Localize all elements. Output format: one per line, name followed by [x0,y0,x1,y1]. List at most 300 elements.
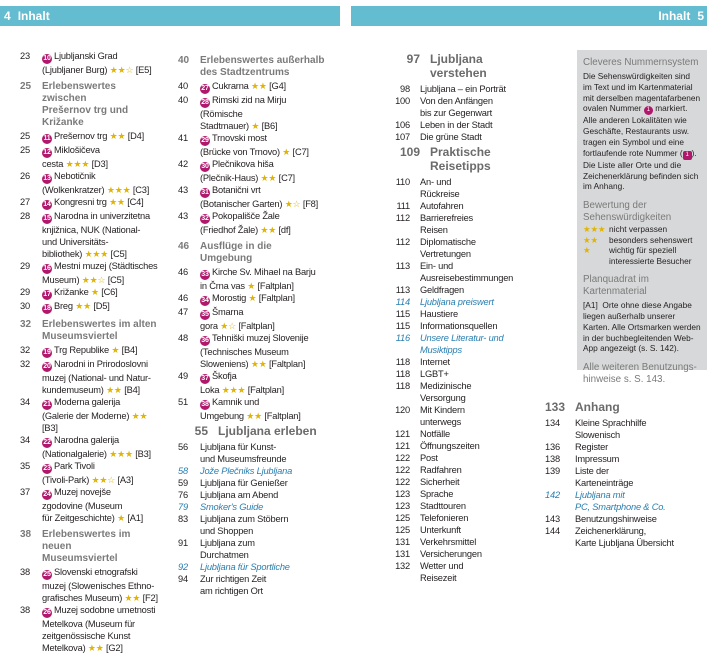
section-heading[interactable] [178,241,328,265]
rating-stars: ★★ [131,411,148,421]
page-number: 111 [396,201,410,211]
page-number: 48 [178,333,188,343]
rating-stars: ★★ [106,385,122,395]
page-number: 98 [400,84,410,94]
entry-title: 35 Šmarna gora ★☆ [Faltplan] [200,307,275,331]
entry-title: 17 Križanke ★ [C6] [43,287,118,298]
page-number: 38 [20,605,30,615]
page-number: 43 [178,211,188,221]
toc-entry[interactable] [20,210,160,260]
page-number: 144 [545,526,560,536]
chapter-heading[interactable] [390,145,520,173]
rating-stars: ★★ [124,593,141,603]
page-number: 125 [395,525,410,535]
page-number: 115 [395,309,410,319]
rating-stars: ★★ [250,359,267,369]
info-text-part-2: markiert. Alle anderen Lokalitäten wie Geschäfte, Restaurants usw. tragen ein Symbol und eine fortlaufende rote Nummer [583,103,690,158]
rating-stars: ★★★ [221,385,246,395]
rating-stars: ★★★ [109,449,133,459]
location-marker-icon: 1 [683,151,692,160]
page-number: 121 [395,441,410,451]
toc-entry[interactable] [20,50,160,76]
sight-number-badge: 29 [201,137,209,144]
page-number: 38 [20,567,30,577]
toc-entry[interactable] [545,513,705,525]
page-number: 132 [395,561,410,571]
page-number: 118 [395,369,410,379]
toc-entry[interactable] [390,476,520,488]
grid-title: Planquadrat im Kartenmaterial [583,274,649,298]
entry-title: Verkehrsmittel [420,537,477,547]
page-number: 83 [178,514,188,524]
rating-stars: ★ [90,287,99,297]
toc-entry[interactable] [390,320,520,332]
rating-stars: ★ [282,147,291,157]
page-number: 41 [178,133,188,143]
toc-entry[interactable] [390,452,520,464]
page-number: 113 [395,285,410,295]
chapter-title: Praktische Reisetipps [430,145,491,173]
rating-stars: ★★ [260,173,277,183]
entry-title: Unsere Literatur- und Musiktipps [420,333,504,355]
entry-title: Ljubljana zum Stöbern und Shoppen [200,514,289,536]
page-number: 35 [20,461,30,471]
chapter-heading[interactable] [178,424,328,438]
entry-title: Diplomatische Vertretungen [420,237,476,259]
page-number: 25 [20,81,32,92]
sight-number-badge: 34 [201,297,209,304]
page-number-right: 5 [694,9,707,23]
entry-title: Medizinische Versorgung [420,381,472,403]
page-number: 42 [178,159,188,169]
page-number: 114 [395,297,410,307]
entry-title: Kleine Sprachhilfe Slowenisch [575,418,647,440]
entry-title: 36 Tehniški muzej Slovenije (Technisches Museum Sloweniens) ★★ [Faltplan] [200,333,309,369]
sight-number-badge: 37 [201,375,209,382]
toc-entry[interactable] [178,158,328,184]
entry-title: Mit Kindern unterwegs [420,405,465,427]
page-number: 46 [178,267,188,277]
rating-stars: ★★ [246,411,263,421]
toc-entry[interactable] [390,524,520,536]
toc-entry[interactable] [178,561,328,573]
toc-entry[interactable] [390,428,520,440]
entry-title: Ein- und Ausreisebestimmungen [420,261,514,283]
toc-entry[interactable] [178,370,328,396]
toc-entry[interactable] [20,196,160,210]
entry-title: Ljubljana zum Durchatmen [200,538,255,560]
rating-stars: ★★ [251,81,267,91]
page-number: 32 [20,359,30,369]
entry-title: 26 Muzej sodobne umetnosti Metelkova (Museum für zeitgenössische Kunst Metelkova) ★★ [G2] [42,605,156,653]
toc-entry[interactable] [390,440,520,452]
rating-stars: ★ [247,281,256,291]
legend-text: besonders sehenswert [609,234,693,245]
rating-stars: ★★★ [84,249,109,259]
page-number: 32 [20,319,32,330]
page-number: 59 [178,478,188,488]
page-number: 23 [20,51,30,61]
toc-entry[interactable] [390,368,520,380]
toc-entry[interactable] [178,501,328,513]
toc-entry[interactable] [390,260,520,284]
info-text-part-3: . Die Liste aller Orte und die Zeichenerklärung befinden sich im Anhang. [583,147,699,192]
rating-stars: ★★ [109,197,125,207]
page-number: 122 [395,465,410,475]
page-number: 25 [20,145,30,155]
page-number-left: 4 [1,9,14,23]
toc-entry[interactable] [390,176,520,200]
toc-entry[interactable] [178,306,328,332]
page-number: 25 [20,131,30,141]
numbering-info-box [577,50,707,386]
sight-number-badge: 38 [201,401,209,408]
rating-stars: ★☆ [284,199,301,209]
toc-entry[interactable] [545,417,705,441]
entry-title: Unterkunft [420,525,461,535]
toc-entry[interactable] [20,130,160,144]
rating-stars: ★ [248,293,257,303]
page-number: 34 [20,397,30,407]
toc-entry[interactable] [390,560,520,584]
section-heading[interactable] [178,55,328,79]
page-number: 131 [395,537,410,547]
toc-entry[interactable] [390,95,520,119]
entry-title: 14 Kongresni trg ★★ [C4] [43,197,144,208]
entry-title: Autofahren [420,201,464,211]
page-number: 49 [178,371,188,381]
entry-title: Register [575,442,609,452]
page-number: 107 [395,132,410,142]
section-title: Ausflüge in die Umgebung [200,241,272,264]
entry-title: 21 Moderna galerija (Galerie der Moderne) ★★ [B3] [42,397,148,433]
entry-title: Liste der Karteneinträge [575,466,634,488]
toc-entry[interactable] [178,441,328,465]
page-number: 29 [20,287,30,297]
toc-entry[interactable] [20,144,160,170]
toc-entry[interactable] [178,573,328,597]
toc-entry[interactable] [178,210,328,236]
entry-title: 15 Narodna in univerzitetna knjižnica, NUK (National- und Universitäts- bibliothek) ★★★ [C5] [42,211,150,259]
sight-number-badge: 28 [201,99,209,106]
toc-entry[interactable] [390,119,520,131]
page-number: 142 [545,490,560,500]
toc-entry[interactable] [178,465,328,477]
toc-entry[interactable] [545,453,705,465]
toc-entry[interactable] [390,131,520,143]
entry-title: 30 Plečnikova hiša (Plečnik-Haus) ★★ [C7] [200,159,295,183]
page-number: 122 [395,453,410,463]
rating-stars: ★★ [260,225,277,235]
sight-number-badge: 19 [43,349,51,356]
legend-text: nicht verpassen [609,224,668,235]
sight-number-badge: 24 [43,491,51,498]
sight-number-badge: 16 [43,265,51,272]
toc-entry[interactable] [20,396,160,434]
toc-entry[interactable] [390,536,520,548]
rating-stars: ★★★ [106,185,131,195]
section-heading[interactable] [20,81,160,129]
toc-entry[interactable] [545,525,705,549]
page-number: 136 [545,442,560,452]
toc-entry[interactable] [390,500,520,512]
rating-stars: ★★☆ [81,275,106,285]
page-number: 51 [178,397,188,407]
page-number: 55 [194,424,208,438]
page-number: 113 [395,261,410,271]
info-box-title: Cleveres Nummernsystem [583,57,699,68]
toc-entry[interactable] [178,94,328,132]
toc-entry[interactable] [390,488,520,500]
entry-title: Ljubljana mit PC, Smartphone & Co. [575,490,666,512]
toc-entry[interactable] [20,300,160,314]
section-heading[interactable] [20,529,160,565]
annex-section [545,398,705,549]
header-title-right: Inhalt [654,9,694,23]
entry-title: Ljubljana am Abend [200,490,279,500]
entry-title: 31 Botanični vrt (Botanischer Garten) ★☆ [F8] [200,185,319,209]
entry-title: Radfahren [420,465,462,475]
entry-title: 19 Trg Republike ★ [B4] [43,345,138,356]
sight-number-badge: 27 [201,85,209,92]
page-number: 123 [395,501,410,511]
entry-title: Versicherungen [420,549,482,559]
entry-title: Ljubljana für Sportliche [200,562,290,572]
page-number: 37 [20,487,30,497]
section-heading[interactable] [20,319,160,343]
page-number: 46 [178,241,190,252]
sight-number-badge: 30 [201,163,209,170]
entry-title: Post [420,453,438,463]
toc-entry[interactable] [390,296,520,308]
entry-title: Telefonieren [420,513,469,523]
more-hints: Alle weiteren Benutzungs- hinweise s. S. 143. [583,362,697,386]
toc-entry[interactable] [178,537,328,561]
toc-entry[interactable] [178,332,328,370]
entry-title: Informationsquellen [420,321,498,331]
toc-entry[interactable] [390,308,520,320]
legend-row [583,245,701,266]
page-number: 112 [395,213,410,223]
page-number: 143 [545,514,560,524]
sight-marker-icon: 1 [644,106,653,115]
page-number: 122 [395,477,410,487]
entry-title: 12 Miklošičeva cesta ★★★ [D3] [42,145,108,169]
toc-entry[interactable] [20,434,160,460]
toc-entry[interactable] [390,404,520,428]
entry-title: Ljubljana für Kunst- und Museumsfreunde [200,442,287,464]
entry-title: Die grüne Stadt [420,132,482,142]
toc-entry[interactable] [390,212,520,236]
entry-title: Sicherheit [420,477,460,487]
page-number: 32 [20,345,30,355]
page-number: 27 [20,197,30,207]
entry-title: Stadttouren [420,501,466,511]
toc-entry[interactable] [545,489,705,513]
page-number: 76 [178,490,188,500]
sight-number-badge: 36 [201,337,209,344]
rating-stars: ★☆ [220,321,236,331]
page-number: 112 [395,237,410,247]
legend-stars: ★★ [583,234,598,245]
entry-title: Benutzungshinweise [575,514,657,524]
entry-title: An- und Rückreise [420,177,460,199]
page-number: 131 [395,549,410,559]
header-title-left: Inhalt [14,9,54,23]
toc-entry[interactable] [20,460,160,486]
entry-title: Smoker's Guide [200,502,264,512]
sight-number-badge: 21 [43,401,51,408]
entry-title: 16 Mestni muzej (Städtisches Museum) ★★☆ [C5] [42,261,158,285]
toc-entry[interactable] [390,236,520,260]
toc-entry[interactable] [390,380,520,404]
entry-title: Öffnungszeiten [420,441,480,451]
sight-number-badge: 26 [43,609,51,616]
sight-number-badge: 18 [43,305,51,312]
page-number: 46 [178,293,188,303]
sight-number-badge: 32 [201,215,209,222]
toc-entry[interactable] [20,260,160,286]
rating-stars: ★ [117,513,125,523]
sight-number-badge: 25 [43,571,51,578]
toc-column-3 [390,50,520,584]
toc-entry[interactable] [20,604,160,654]
toc-entry[interactable] [20,358,160,396]
page-number: 125 [395,513,410,523]
entry-title: Ljubljana – ein Porträt [420,84,506,94]
grid-code: [A1] [583,300,598,311]
page-number: 138 [545,454,560,464]
toc-entry[interactable] [20,170,160,196]
page-number: 100 [395,96,410,106]
page-number: 43 [178,185,188,195]
entry-title: 11 Prešernov trg ★★ [D4] [43,131,144,142]
chapter-title: Ljubljana verstehen [430,52,487,80]
entry-title: 25 Slovenski etnografski muzej (Slowenisches Ethno- grafisches Museum) ★★ [F2] [42,567,158,603]
grid-text [583,300,701,354]
toc-entry[interactable] [20,566,160,604]
legend-row [583,224,701,235]
sight-number-badge: 11 [43,135,51,142]
entry-title: 34 Morostig ★ [Faltplan] [201,293,295,304]
section-title: Erlebenswertes außerhalb des Stadtzentrums [200,55,325,78]
rating-stars: ★★ [109,131,126,141]
page-number: 40 [178,55,190,66]
page-number: 116 [395,333,410,343]
entry-title: 37 Škofja Loka ★★★ [Faltplan] [200,371,284,395]
sight-number-badge: 35 [201,311,209,318]
legend-stars: ★ [583,245,591,256]
toc-column-1 [20,50,160,654]
page-number: 91 [178,538,188,548]
toc-entry[interactable] [20,286,160,300]
rating-stars: ★★☆ [109,65,134,75]
page-number: 40 [178,95,188,105]
entry-title: 22 Narodna galerija (Nationalgalerie) ★★★ [B3] [42,435,151,459]
rating-stars: ★★☆ [91,475,116,485]
toc-entry[interactable] [178,132,328,158]
toc-entry[interactable] [390,83,520,95]
page-number: 134 [545,418,560,428]
toc-entry[interactable] [390,356,520,368]
toc-column-2 [178,50,328,597]
sight-number-badge: 20 [43,363,51,370]
page-number: 115 [395,321,410,331]
rating-legend [583,224,701,266]
chapter-heading[interactable] [390,52,520,80]
page-number: 121 [395,429,410,439]
rating-title: Bewertung der Sehenswürdigkeiten [583,200,672,224]
toc-entry[interactable] [545,465,705,489]
page-number: 34 [20,435,30,445]
info-text-part-1: Die Sehenswürdigkeiten sind im Text und im Kartenmaterial mit derselben magentafarbenen ovalen Nummer [583,71,701,114]
toc-entry[interactable] [178,396,328,422]
entry-title: 23 Park Tivoli (Tivoli-Park) ★★☆ [A3] [42,461,134,485]
page-number: 109 [399,145,420,159]
sight-number-badge: 31 [201,189,209,196]
section-title: Erlebenswertes im neuen Museumsviertel [42,529,131,564]
page-number: 40 [178,81,188,91]
sight-number-badge: 33 [201,271,209,278]
entry-title: Internet [420,357,450,367]
page-number: 123 [395,489,410,499]
toc-entry[interactable] [390,512,520,524]
entry-title: Ljubljana preiswert [420,297,494,307]
toc-entry[interactable] [20,344,160,358]
legend-row [583,235,701,246]
page-number: 28 [20,211,30,221]
toc-entry[interactable] [545,441,705,453]
entry-title: 18 Breg ★★ [D5] [43,301,110,312]
entry-title: Haustiere [420,309,458,319]
entry-title: 32 Pokopališče Žale (Friedhof Žale) ★★ [df] [200,211,291,235]
page-number: 26 [20,171,30,181]
toc-entry[interactable] [390,200,520,212]
toc-entry[interactable] [390,332,520,356]
entry-title: 38 Kamnik und Umgebung ★★ [Faltplan] [200,397,301,421]
entry-title: Zur richtigen Zeit am richtigen Ort [200,574,267,596]
sight-number-badge: 10 [43,55,51,62]
entry-title: Ljubljana für Genießer [200,478,288,488]
section-title: Erlebenswertes zwischen Prešernov trg und Križanke [42,81,129,128]
toc-entry[interactable] [390,464,520,476]
toc-entry[interactable] [178,266,328,292]
toc-entry[interactable] [178,184,328,210]
toc-entry[interactable] [390,284,520,296]
sight-number-badge: 23 [43,465,51,472]
toc-entry[interactable] [178,489,328,501]
annex-title: Anhang [575,400,620,414]
toc-entry[interactable] [178,477,328,489]
entry-title: Geldfragen [420,285,464,295]
page-number: 92 [178,562,188,572]
entry-title: 20 Narodni in Prirodoslovni muzej (National- und Natur- kundemuseum) ★★ [B4] [42,359,151,395]
annex-page: 133 [545,400,566,414]
toc-entry[interactable] [178,292,328,306]
toc-entry[interactable] [390,548,520,560]
page-number: 58 [178,466,188,476]
toc-entry[interactable] [178,513,328,537]
toc-entry[interactable] [178,80,328,94]
page-number: 30 [20,301,30,311]
entry-title: Jože Plečniks Ljubljana [200,466,293,476]
page-number: 110 [395,177,410,187]
chapter-title: Ljubljana erleben [218,424,317,438]
entry-title: Barrierefreies Reisen [420,213,473,235]
toc-entry[interactable] [20,486,160,524]
page-number: 29 [20,261,30,271]
info-box-text: Die Sehenswürdigkeiten sind im Text und im Kartenmaterial mit derselben magentafarbenen ovalen Nummer 1 markiert. Alle anderen Lokalitäten wie Geschäfte, Restaurants usw. tragen ein Symbol und eine fortlaufende rote Nummer ( 1 ). Die Liste aller Orte und die Zeichenerklärung befinden sich im Anhang. [583,71,701,192]
